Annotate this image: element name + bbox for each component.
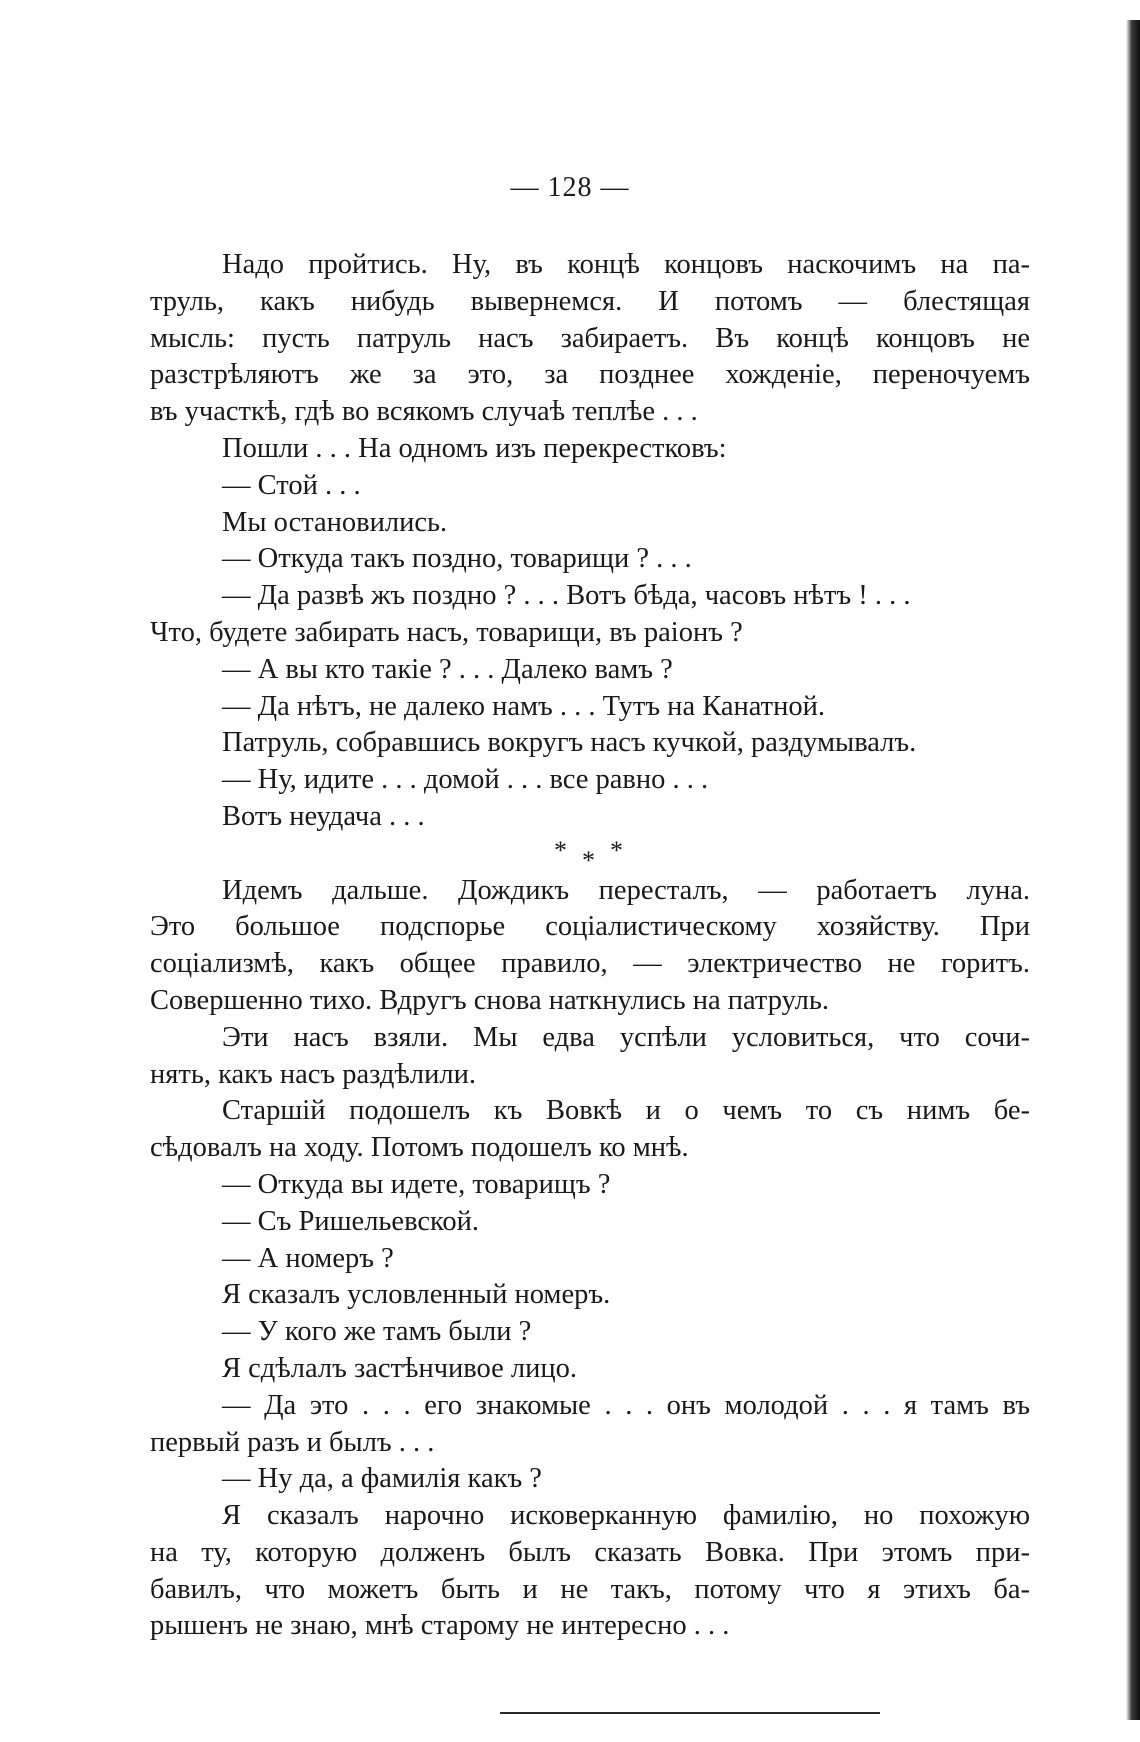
text-line: Я сдѣлалъ застѣнчивое лицо. xyxy=(222,1352,578,1384)
text-line: Идемъ дальше. Дождикъ пересталъ, — работаетъ луна. xyxy=(222,874,1030,906)
text-line: Совершенно тихо. Вдругъ снова наткнулись на патруль. xyxy=(150,984,829,1016)
text-line: Что, будете забирать насъ, товарищи, въ раіонъ ? xyxy=(150,616,743,648)
text-line: труль, какъ нибудь вывернемся. И потомъ — блестящая xyxy=(150,285,1030,317)
text-line: первый разъ и былъ . . . xyxy=(150,1426,435,1458)
asterisk: * xyxy=(610,835,623,865)
text-line: — А вы кто такіе ? . . . Далеко вамъ ? xyxy=(222,653,673,685)
asterisk: * xyxy=(582,845,595,875)
text-line: — Ну да, а фамилія какъ ? xyxy=(222,1463,542,1495)
text-line: мысль: пусть патруль насъ забираетъ. Въ концѣ концовъ не xyxy=(150,322,1030,354)
text-line: соціализмѣ, какъ общее правило, — электричество не горитъ. xyxy=(150,948,1030,980)
text-line: нять, какъ насъ раздѣлили. xyxy=(150,1058,476,1090)
text-line: — Съ Ришельевской. xyxy=(222,1205,480,1237)
text-line: сѣдовалъ на ходу. Потомъ подошелъ ко мнѣ. xyxy=(150,1132,689,1164)
text-line: Надо пройтись. Ну, въ концѣ концовъ наскочимъ на па- xyxy=(222,249,1030,280)
section-break-asterism xyxy=(150,836,1030,873)
body-text xyxy=(150,247,1030,1645)
text-line: Эти насъ взяли. Мы едва успѣли условиться, что сочи- xyxy=(222,1021,1030,1053)
text-line: Это большое подспорье соціалистическому хозяйству. При xyxy=(150,911,1030,943)
page-number: — 128 — xyxy=(510,172,630,203)
text-line: — Откуда вы идете, товарищъ ? xyxy=(222,1168,611,1200)
text-line: — Стой . . . xyxy=(222,469,361,501)
text-line: Патруль, собравшись вокругъ насъ кучкой, раздумывалъ. xyxy=(222,727,917,759)
text-line: въ участкѣ, гдѣ во всякомъ случаѣ теплѣе . . . xyxy=(150,396,698,428)
text-line: — Откуда такъ поздно, товарищи ? . . . xyxy=(222,543,692,575)
text-line: — А номеръ ? xyxy=(222,1242,394,1274)
text-line: Старшій подошелъ къ Вовкѣ и о чемъ то съ нимъ бе- xyxy=(222,1095,1030,1127)
text-line: разстрѣляютъ же за это, за позднее хожденіе, переночуемъ xyxy=(150,359,1030,391)
text-line: Пошли . . . На одномъ изъ перекрестковъ: xyxy=(222,432,727,464)
asterisk: * xyxy=(554,835,567,865)
text-line: — Ну, идите . . . домой . . . все равно . . . xyxy=(222,764,709,796)
text-line: Вотъ неудача . . . xyxy=(222,800,425,832)
text-line: — Да развѣ жъ поздно ? . . . Вотъ бѣда, часовъ нѣтъ ! . . . xyxy=(222,580,911,612)
text-line: — Да это . . . его знакомые . . . онъ молодой . . . я тамъ въ xyxy=(222,1389,1030,1421)
page-edge-shadow xyxy=(1126,20,1140,1720)
text-line: рышенъ не знаю, мнѣ старому не интересно . . . xyxy=(150,1610,730,1642)
text-line: Мы остановились. xyxy=(222,506,448,538)
text-line: — У кого же тамъ были ? xyxy=(222,1316,532,1348)
text-line: — Да нѣтъ, не далеко намъ . . . Тутъ на Канатной. xyxy=(222,690,825,722)
text-line: бавилъ, что можетъ быть и не такъ, потому что я этихъ ба- xyxy=(150,1573,1030,1605)
text-line: на ту, которую долженъ былъ сказать Вовка. При этомъ при- xyxy=(150,1536,1030,1568)
text-line: Я сказалъ условленный номеръ. xyxy=(222,1279,611,1311)
text-line: Я сказалъ нарочно исковерканную фамилію, но похожую xyxy=(222,1500,1030,1532)
bottom-rule xyxy=(500,1712,880,1714)
